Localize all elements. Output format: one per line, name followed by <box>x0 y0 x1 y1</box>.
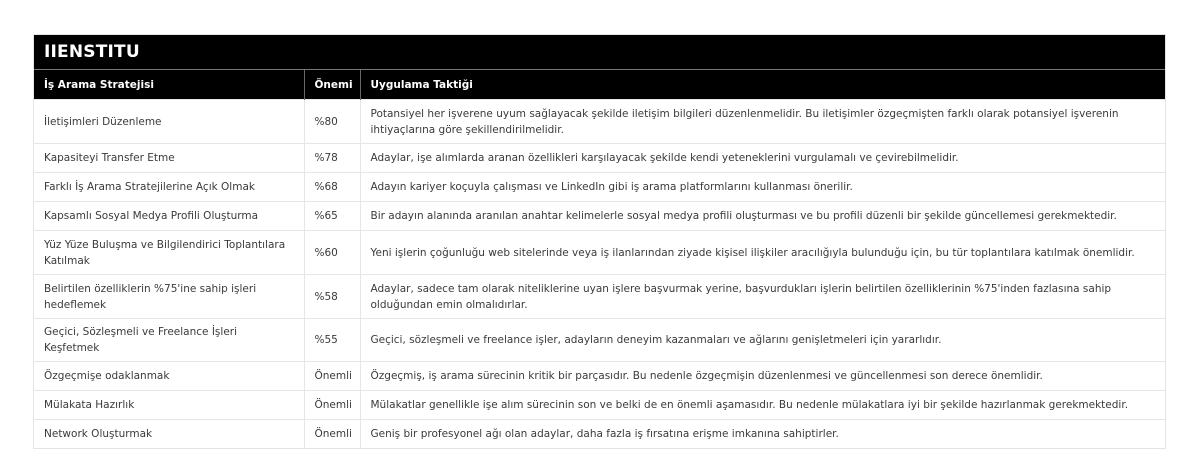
header-row <box>34 70 1165 100</box>
cell-strategy: İletişimleri Düzenleme <box>34 100 304 144</box>
cell-importance: %78 <box>304 144 360 173</box>
cell-importance: %80 <box>304 100 360 144</box>
cell-tactic: Geniş bir profesyonel ağı olan adaylar, daha fazla iş fırsatına erişme imkanına sahiptirler. <box>360 420 1165 449</box>
cell-tactic: Adaylar, işe alımlarda aranan özellikleri karşılayacak şekilde kendi yeteneklerini vurgulamalı ve çevirebilmelidir. <box>360 144 1165 173</box>
cell-importance: %65 <box>304 202 360 231</box>
header-strategy: İş Arama Stratejisi <box>34 70 304 100</box>
cell-tactic: Geçici, sözleşmeli ve freelance işler, adayların deneyim kazanmaları ve ağlarını genişletmeleri için yararlıdır. <box>360 319 1165 362</box>
cell-importance: Önemli <box>304 362 360 391</box>
cell-strategy: Kapsamlı Sosyal Medya Profili Oluşturma <box>34 202 304 231</box>
cell-importance: %68 <box>304 173 360 202</box>
cell-tactic: Adayın kariyer koçuyla çalışması ve LinkedIn gibi iş arama platformlarını kullanması önerilir. <box>360 173 1165 202</box>
cell-strategy: Belirtilen özelliklerin %75'ine sahip işleri hedeflemek <box>34 275 304 319</box>
table-row <box>34 275 1165 319</box>
table-title: IIENSTITU <box>34 35 1165 70</box>
cell-importance: %55 <box>304 319 360 362</box>
cell-strategy: Farklı İş Arama Stratejilerine Açık Olmak <box>34 173 304 202</box>
table-row <box>34 420 1165 449</box>
header-tactic: Uygulama Taktiği <box>360 70 1165 100</box>
cell-tactic: Özgeçmiş, iş arama sürecinin kritik bir parçasıdır. Bu nedenle özgeçmişin düzenlenmesi ve güncellenmesi son derece önemlidir. <box>360 362 1165 391</box>
table-row <box>34 319 1165 362</box>
cell-tactic: Potansiyel her işverene uyum sağlayacak şekilde iletişim bilgileri düzenlenmelidir. Bu iletişimler özgeçmişten farklı olarak potansiyel işverenin ihtiyaçlarına göre şekillendirilmelidir. <box>360 100 1165 144</box>
job-search-strategy-table <box>34 70 1165 448</box>
cell-strategy: Özgeçmişe odaklanmak <box>34 362 304 391</box>
cell-tactic: Yeni işlerin çoğunluğu web sitelerinde veya iş ilanlarından ziyade kişisel ilişkiler aracılığıyla bulunduğu için, bu tür toplantılara katılmak önemlidir. <box>360 231 1165 275</box>
table-row <box>34 144 1165 173</box>
table-row <box>34 362 1165 391</box>
cell-strategy: Yüz Yüze Buluşma ve Bilgilendirici Toplantılara Katılmak <box>34 231 304 275</box>
cell-strategy: Geçici, Sözleşmeli ve Freelance İşleri Keşfetmek <box>34 319 304 362</box>
cell-importance: %60 <box>304 231 360 275</box>
table-row <box>34 173 1165 202</box>
cell-strategy: Mülakata Hazırlık <box>34 391 304 420</box>
table-row <box>34 202 1165 231</box>
cell-tactic: Mülakatlar genellikle işe alım sürecinin son ve belki de en önemli aşamasıdır. Bu nedenle mülakatlara iyi bir şekilde hazırlanmak gerekmektedir. <box>360 391 1165 420</box>
cell-importance: Önemli <box>304 391 360 420</box>
cell-strategy: Kapasiteyi Transfer Etme <box>34 144 304 173</box>
table-row <box>34 100 1165 144</box>
table-row <box>34 231 1165 275</box>
cell-strategy: Network Oluşturmak <box>34 420 304 449</box>
table-row <box>34 391 1165 420</box>
cell-tactic: Adaylar, sadece tam olarak niteliklerine uyan işlere başvurmak yerine, başvurdukları işlerin belirtilen özelliklerinin %75'inden fazlasına sahip olduğundan emin olmalıdırlar. <box>360 275 1165 319</box>
cell-importance: %58 <box>304 275 360 319</box>
cell-importance: Önemli <box>304 420 360 449</box>
header-importance: Önemi <box>304 70 360 100</box>
strategy-table-container <box>33 34 1166 449</box>
cell-tactic: Bir adayın alanında aranılan anahtar kelimelerle sosyal medya profili oluşturması ve bu profili düzenli bir şekilde güncellemesi gerekmektedir. <box>360 202 1165 231</box>
